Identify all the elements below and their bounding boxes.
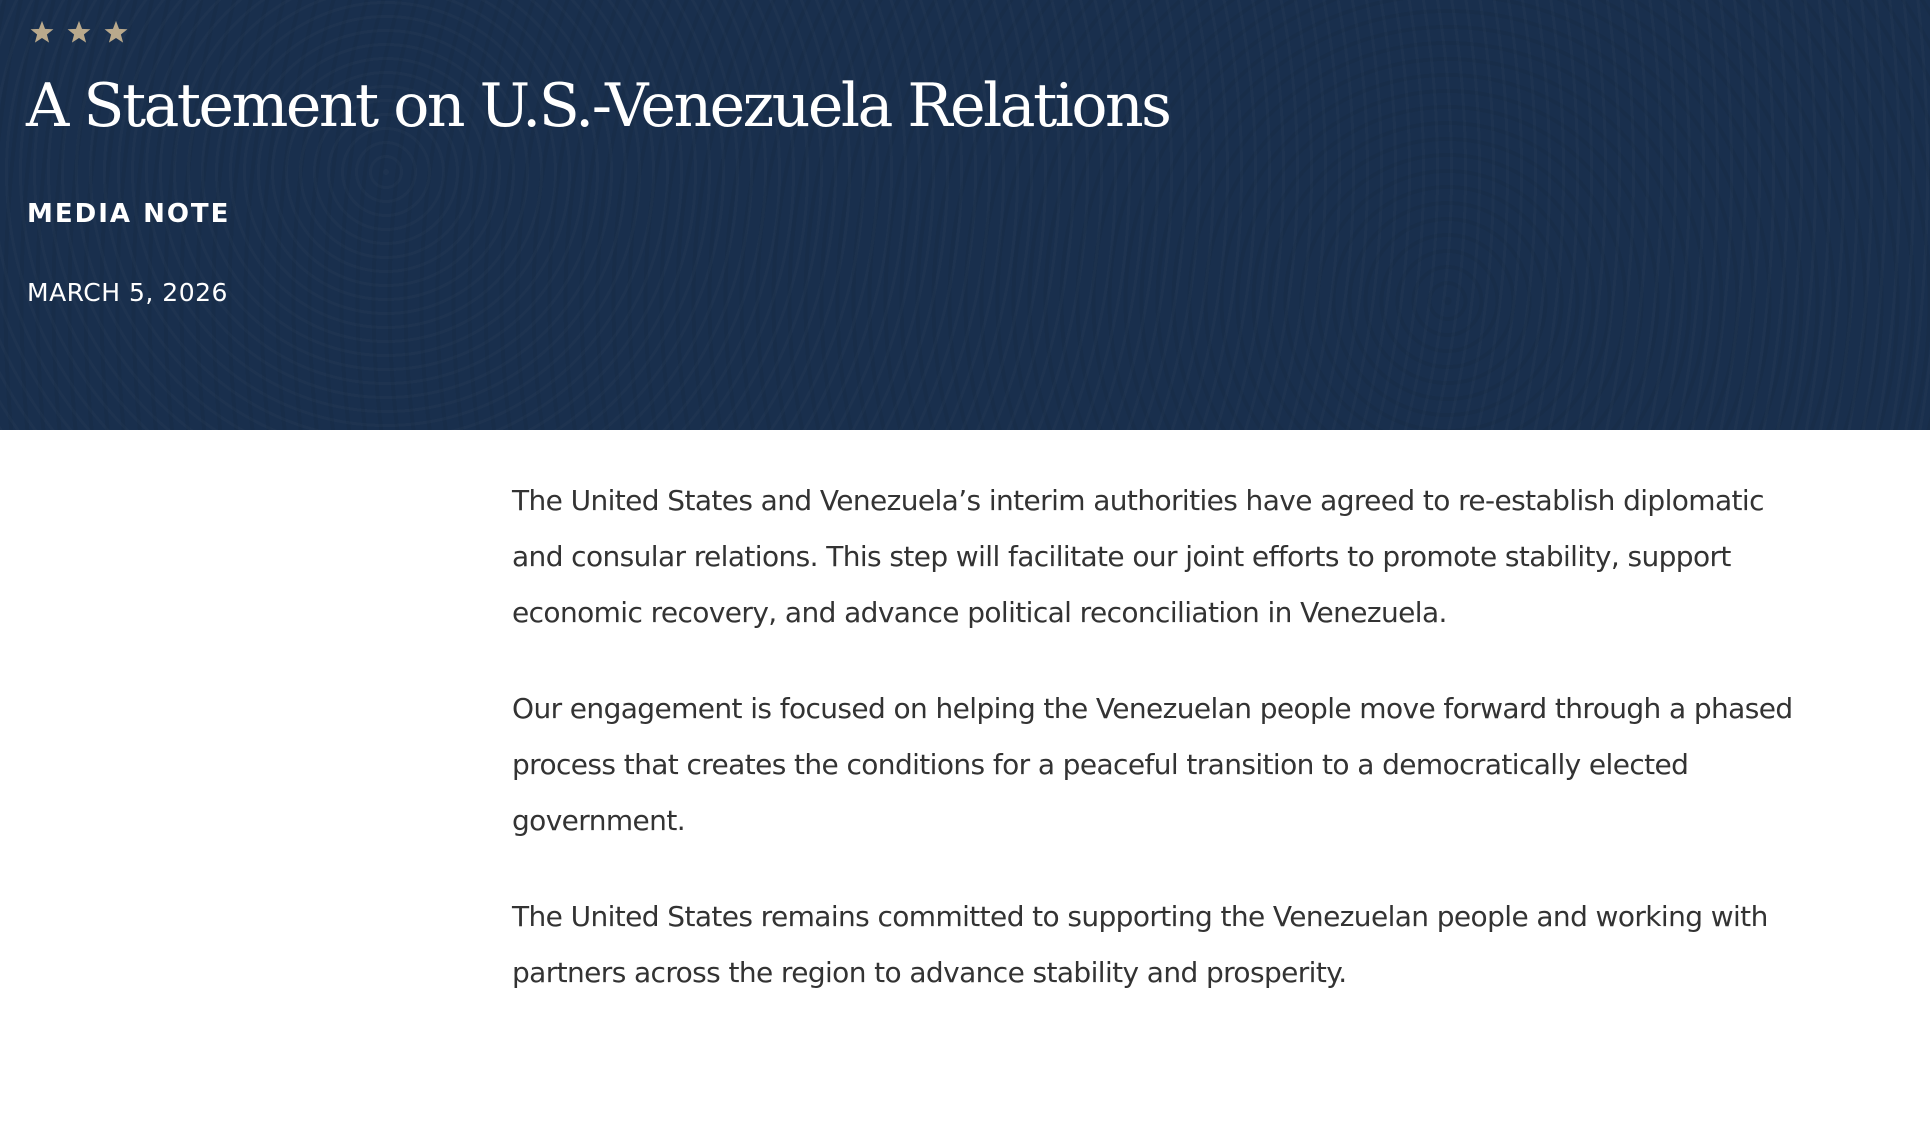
article-paragraph: The United States remains committed to supporting the Venezuelan people and working with partners across the region to advance stability and prosperity. [512, 900, 1768, 989]
article-paragraph: The United States and Venezuela’s interim authorities have agreed to re-establish diplomatic and consular relations. This step will facilitate our joint efforts to promote stability, support economic recovery, and advance political reconciliation in Venezuela. [512, 484, 1764, 629]
article-paragraph: Our engagement is focused on helping the Venezuelan people move forward through a phased process that creates the conditions for a peaceful transition to a democratically elected government. [512, 692, 1793, 837]
star-icon [102, 18, 130, 46]
page-header-banner [0, 0, 1930, 430]
stars-decoration [28, 18, 130, 46]
star-icon [28, 18, 56, 46]
article-body [512, 473, 1802, 1041]
publish-date: MARCH 5, 2026 [27, 278, 228, 307]
content-type-label: MEDIA NOTE [27, 199, 231, 229]
star-icon [65, 18, 93, 46]
page-title: A Statement on U.S.-Venezuela Relations [26, 71, 1170, 141]
